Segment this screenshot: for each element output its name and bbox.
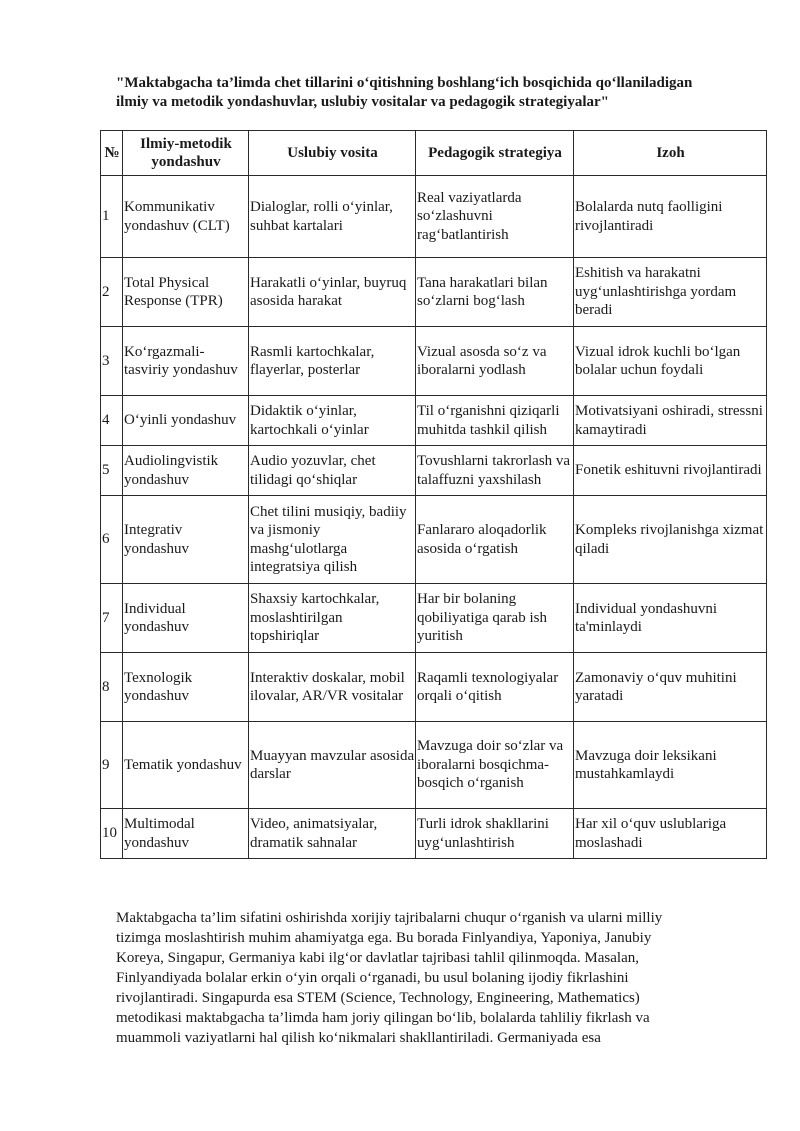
cell-approach: Kommunikativ yondashuv (CLT) [123, 176, 249, 258]
cell-tool: Dialoglar, rolli o‘yinlar, suhbat kartalari [249, 176, 416, 258]
row-number: 1 [101, 176, 123, 258]
cell-tool: Harakatli o‘yinlar, buyruq asosida harakat [249, 258, 416, 327]
cell-approach: Individual yondashuv [123, 584, 249, 653]
row-number: 6 [101, 496, 123, 584]
cell-tool: Rasmli kartochkalar, flayerlar, posterlar [249, 327, 416, 396]
cell-approach: Tematik yondashuv [123, 722, 249, 809]
row-number: 7 [101, 584, 123, 653]
cell-note: Fonetik eshituvni rivojlantiradi [574, 446, 767, 496]
table-row [101, 496, 767, 584]
header-tool: Uslubiy vosita [249, 131, 416, 176]
cell-tool: Audio yozuvlar, chet tilidagi qo‘shiqlar [249, 446, 416, 496]
cell-tool: Shaxsiy kartochkalar, moslashtirilgan topshiriqlar [249, 584, 416, 653]
table-row [101, 653, 767, 722]
cell-approach: O‘yinli yondashuv [123, 396, 249, 446]
row-number: 4 [101, 396, 123, 446]
table-row [101, 396, 767, 446]
cell-note: Kompleks rivojlanishga xizmat qiladi [574, 496, 767, 584]
body-paragraph: Maktabgacha ta’lim sifatini oshirishda xorijiy tajribalarni chuqur o‘rganish va ularni milliy tizimga moslashtirish muhim ahamiyatga ega. Bu borada Finlyandiya, Yaponiya, Janubiy Koreya, Singapur, Germaniya kabi ilg‘or davlatlar tajribasi tahlil qilinmoqda. Masalan, Finlyandiyada bolalar erkin o‘yin orqali o‘rganadi, bu usul bolaning ijodiy fikrlashini rivojlantiradi. Singapurda esa STEM (Science, Technology, Engineering, Mathematics) metodikasi maktabgacha ta’limda ham joriy qilingan bo‘lib, bolalarda tahliliy fikrlash va muammoli vaziyatlarni hal qilish ko‘nikmalari shakllantiriladi. Germaniyada esa [116, 910, 663, 1046]
row-number: 5 [101, 446, 123, 496]
table-row [101, 584, 767, 653]
cell-note: Zamonaviy o‘quv muhitini yaratadi [574, 653, 767, 722]
cell-note: Eshitish va harakatni uyg‘unlashtirishga yordam beradi [574, 258, 767, 327]
cell-approach: Multimodal yondashuv [123, 809, 249, 859]
cell-approach: Texnologik yondashuv [123, 653, 249, 722]
cell-strategy: Har bir bolaning qobiliyatiga qarab ish yuritish [416, 584, 574, 653]
cell-strategy: Til o‘rganishni qiziqarli muhitda tashkil qilish [416, 396, 574, 446]
row-number: 9 [101, 722, 123, 809]
row-number: 8 [101, 653, 123, 722]
row-number: 3 [101, 327, 123, 396]
cell-note: Motivatsiyani oshiradi, stressni kamaytiradi [574, 396, 767, 446]
cell-tool: Video, animatsiyalar, dramatik sahnalar [249, 809, 416, 859]
document-title: "Maktabgacha ta’limda chet tillarini o‘qitishning boshlang‘ich bosqichida qo‘llaniladigan ilmiy va metodik yondashuvlar, uslubiy vositalar va pedagogik strategiyalar" [116, 75, 693, 110]
table-row [101, 176, 767, 258]
header-note: Izoh [574, 131, 767, 176]
cell-note: Bolalarda nutq faolligini rivojlantiradi [574, 176, 767, 258]
header-approach: Ilmiy-metodik yondashuv [123, 131, 249, 176]
cell-note: Har xil o‘quv uslublariga moslashadi [574, 809, 767, 859]
cell-strategy: Fanlararo aloqadorlik asosida o‘rgatish [416, 496, 574, 584]
header-number: № [101, 131, 123, 176]
table-row [101, 327, 767, 396]
cell-strategy: Real vaziyatlarda so‘zlashuvni rag‘batlantirish [416, 176, 574, 258]
table-row [101, 809, 767, 859]
cell-approach: Integrativ yondashuv [123, 496, 249, 584]
cell-tool: Muayyan mavzular asosida darslar [249, 722, 416, 809]
cell-tool: Didaktik o‘yinlar, kartochkali o‘yinlar [249, 396, 416, 446]
row-number: 10 [101, 809, 123, 859]
cell-strategy: Vizual asosda so‘z va iboralarni yodlash [416, 327, 574, 396]
cell-strategy: Turli idrok shakllarini uyg‘unlashtirish [416, 809, 574, 859]
cell-tool: Chet tilini musiqiy, badiiy va jismoniy mashg‘ulotlarga integratsiya qilish [249, 496, 416, 584]
cell-note: Vizual idrok kuchli bo‘lgan bolalar uchun foydali [574, 327, 767, 396]
cell-strategy: Tovushlarni takrorlash va talaffuzni yaxshilash [416, 446, 574, 496]
cell-note: Individual yondashuvni ta'minlaydi [574, 584, 767, 653]
table-row [101, 258, 767, 327]
approaches-table [100, 130, 767, 859]
table-row [101, 446, 767, 496]
cell-approach: Total Physical Response (TPR) [123, 258, 249, 327]
cell-strategy: Mavzuga doir so‘zlar va iboralarni bosqichma-bosqich o‘rganish [416, 722, 574, 809]
cell-approach: Ko‘rgazmali-tasviriy yondashuv [123, 327, 249, 396]
cell-note: Mavzuga doir leksikani mustahkamlaydi [574, 722, 767, 809]
cell-strategy: Raqamli texnologiyalar orqali o‘qitish [416, 653, 574, 722]
table-row [101, 722, 767, 809]
cell-approach: Audiolingvistik yondashuv [123, 446, 249, 496]
table-header-row [101, 131, 767, 176]
cell-strategy: Tana harakatlari bilan so‘zlarni bog‘lash [416, 258, 574, 327]
row-number: 2 [101, 258, 123, 327]
header-strategy: Pedagogik strategiya [416, 131, 574, 176]
cell-tool: Interaktiv doskalar, mobil ilovalar, AR/VR vositalar [249, 653, 416, 722]
